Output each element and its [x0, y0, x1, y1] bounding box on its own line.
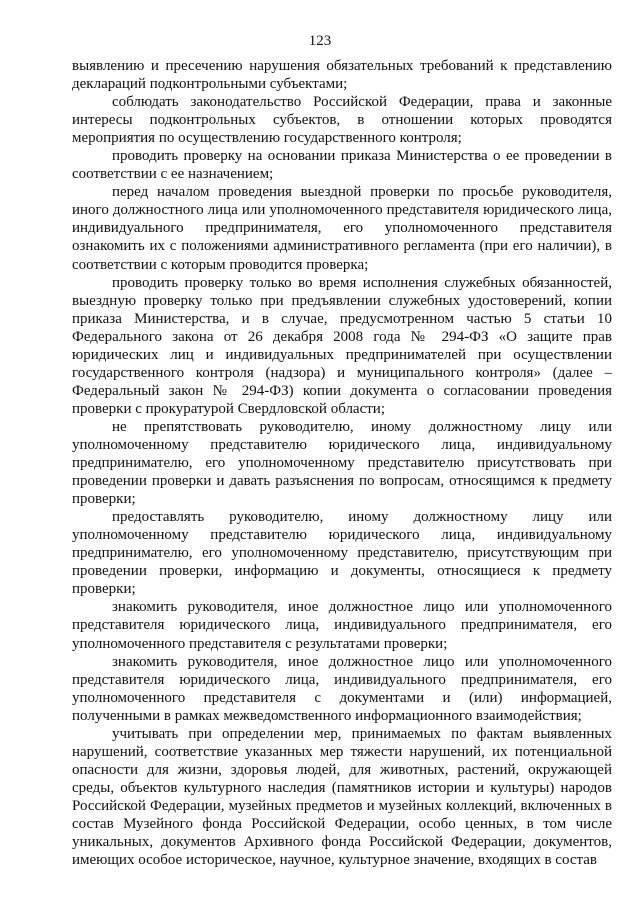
page-number: 123: [308, 33, 332, 49]
paragraph-1: выявлению и пресечению нарушения обязательных требований к представлению деклараций подконтрольными субъектами;: [72, 58, 612, 93]
paragraph-8: знакомить руководителя, иное должностное лицо или уполномоченного представителя юридического лица, индивидуального предпринимателя, его уполномоченного представителя с результатами проверки;: [72, 599, 612, 652]
document-body: [72, 57, 612, 869]
paragraph-7: предоставлять руководителю, иному должностному лицу или уполномоченному представителю юридического лица, индивидуальному предпринимателю, его уполномоченному представителю, присутствующим при проведении проверки, информацию и документы, относящиеся к предмету проверки;: [72, 509, 612, 598]
paragraph-4: перед началом проведения выездной проверки по просьбе руководителя, иного должностного лица или уполномоченного представителя юридического лица, индивидуального предпринимателя, его уполномоченного представителя ознакомить их с положениями административного регламента (при его наличии), в соответствии с которым проводится проверка;: [72, 184, 612, 273]
paragraph-10: учитывать при определении мер, принимаемых по фактам выявленных нарушений, соответствие указанных мер тяжести нарушений, их потенциальной опасности для жизни, здоровья людей, для животных, растений, окружающей среды, объектов культурного наследия (памятников истории и культуры) народов Российской Федерации, музейных предметов и музейных коллекций, включенных в состав Музейного фонда Российской Федерации, особо ценных, в том числе уникальных, документов Архивного фонда Российской Федерации, документов, имеющих особое историческое, научное, культурное значение, входящих в состав: [72, 725, 612, 869]
paragraph-5: проводить проверку только во время исполнения служебных обязанностей, выездную проверку только при предъявлении служебных удостоверений, копии приказа Министерства, и в случае, предусмотренном частью 5 статьи 10 Федерального закона от 26 декабря 2008 года № 294-ФЗ «О защите прав юридических лиц и индивидуальных предпринимателей при осуществлении государственного контроля (надзора) и муниципального контроля» (далее – Федеральный закон № 294-ФЗ) копии документа о согласовании проведения проверки с прокуратурой Свердловской области;: [72, 274, 612, 417]
paragraph-2: соблюдать законодательство Российской Федерации, права и законные интересы подконтрольных субъектов, в отношении которых проводятся мероприятия по осуществлению государственного контроля;: [72, 94, 612, 147]
paragraph-6: не препятствовать руководителю, иному должностному лицу или уполномоченному представителю юридического лица, индивидуальному предпринимателю, его уполномоченному представителю присутствовать при проведении проверки и давать разъяснения по вопросам, относящимся к предмету проверки;: [72, 418, 612, 508]
paragraph-3: проводить проверку на основании приказа Министерства о ее проведении в соответствии с ее назначением;: [72, 148, 612, 183]
paragraph-9: знакомить руководителя, иное должностное лицо или уполномоченного представителя юридического лица, индивидуального предпринимателя, его уполномоченного представителя с документами и (или) информацией, полученными в рамках межведомственного информационного взаимодействия;: [72, 653, 612, 724]
